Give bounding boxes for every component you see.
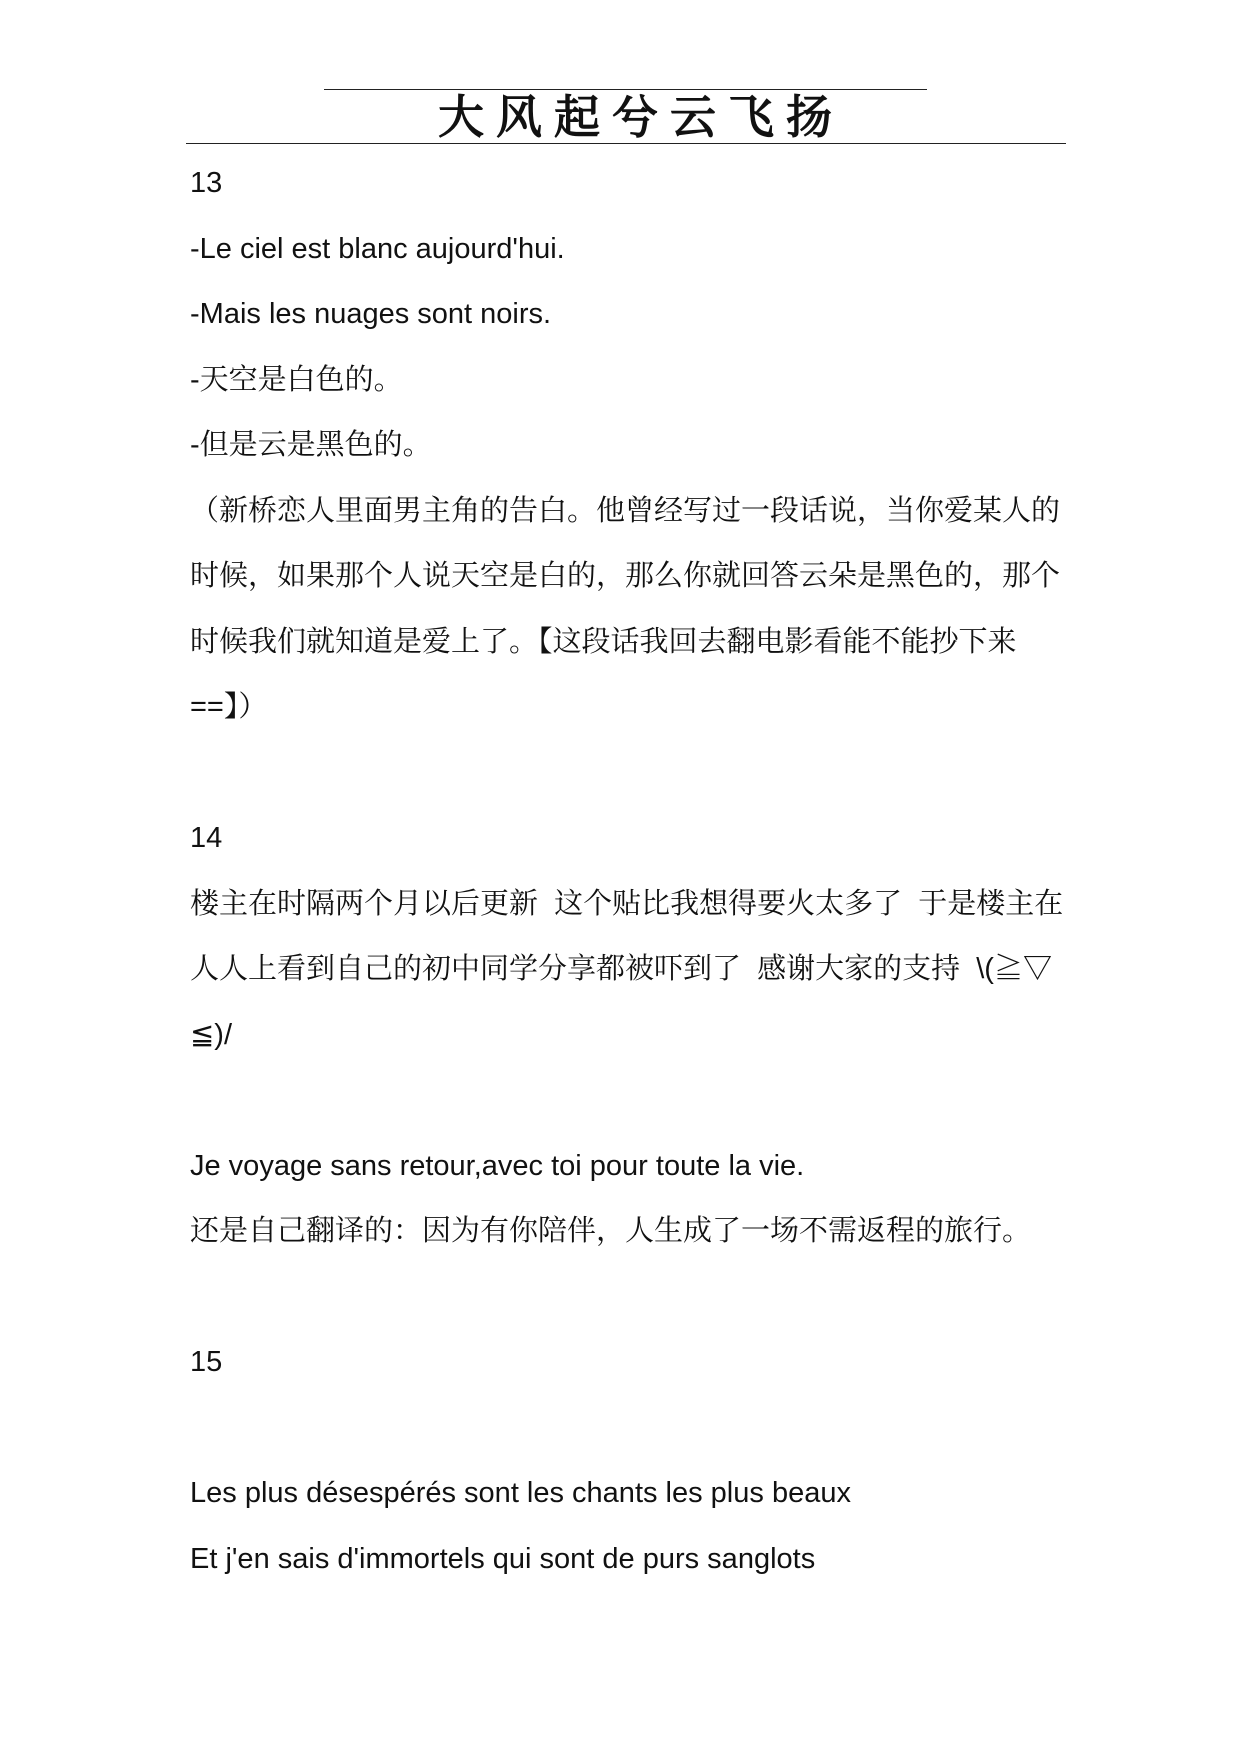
entry-number-14: 14 [190,822,223,854]
text-line: 时候我们就知道是爱上了。【这段话我回去翻电影看能不能抄下来 [190,625,1017,658]
text-line: 楼主在时隔两个月以后更新 这个贴比我想得要火太多了 于是楼主在 [190,887,1064,920]
blank-line [190,741,1190,807]
document-body [190,151,1190,1592]
blank-line [190,1068,1190,1134]
document-title: 大风起兮云飞扬 [438,92,844,142]
blank-line [190,1265,1190,1331]
header-rule-top [324,89,927,90]
french-quote: Je voyage sans retour,avec toi pour toute la vie. [190,1149,805,1182]
text-line: ≦)/ [190,1018,233,1051]
text-line: 时候，如果那个人说天空是白的，那么你就回答云朵是黑色的，那个 [190,560,1061,592]
text-line: ==】） [190,691,268,723]
quote-translation: 还是自己翻译的：因为有你陪伴，人生成了一场不需返程的旅行。 [190,1215,1032,1247]
text-line: -Le ciel est blanc aujourd'hui. [190,232,565,265]
text-line: Les plus désespérés sont les chants les plus beaux [190,1477,851,1509]
text-line: Et j'en sais d'immortels qui sont de purs sanglots [190,1542,816,1575]
text-line: -Mais les nuages sont noirs. [190,298,552,330]
entry-number-13: 13 [190,167,223,199]
header-rule-bottom [186,143,1066,144]
blank-line [190,1396,1190,1462]
text-line: -天空是白色的。 [190,363,403,396]
entry-number-15: 15 [190,1346,223,1378]
text-line: -但是云是黑色的。 [190,429,432,461]
text-line: （新桥恋人里面男主角的告白。他曾经写过一段话说，当你爱某人的 [190,494,1061,527]
text-line: 人人上看到自己的初中同学分享都被吓到了 感谢大家的支持 \(≧▽ [190,953,1052,985]
